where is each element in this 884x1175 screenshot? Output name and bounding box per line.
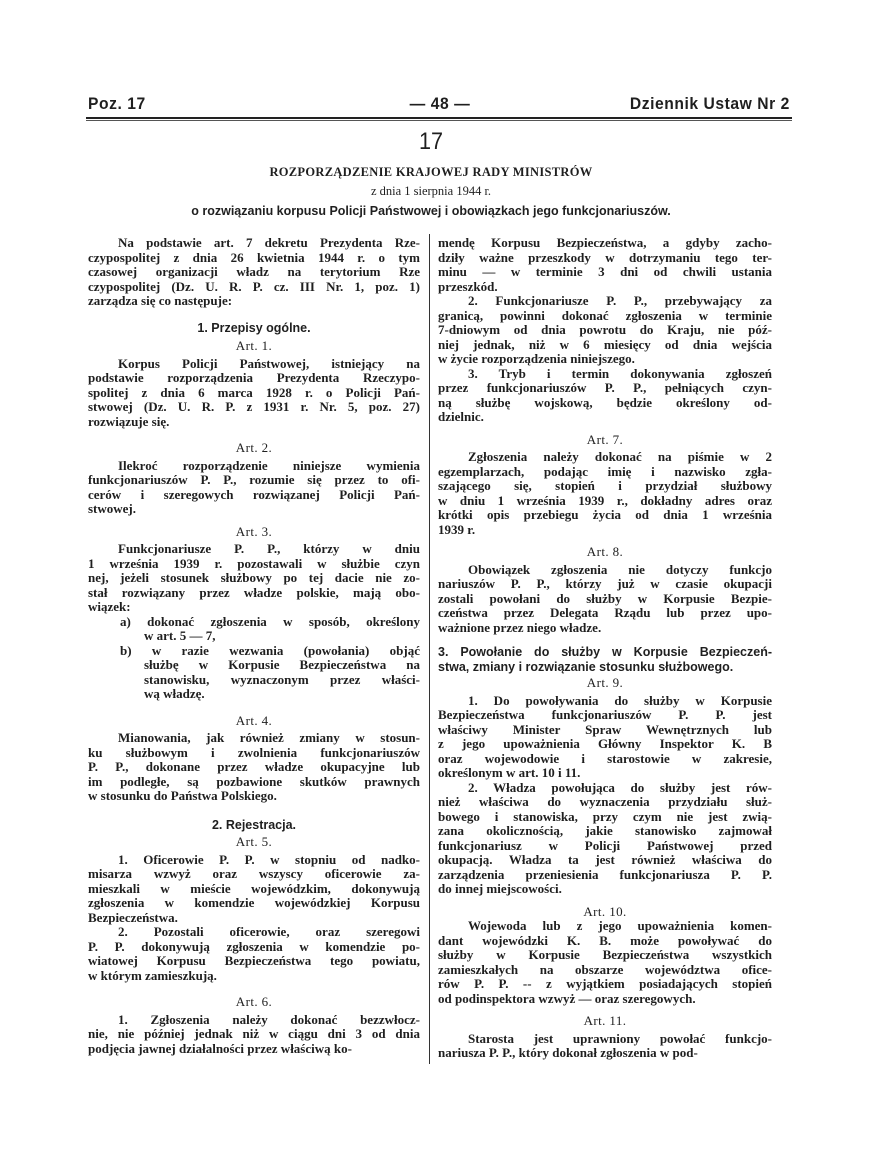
article-paragraph xyxy=(88,853,420,926)
document-number: 17 xyxy=(418,128,444,155)
preamble xyxy=(88,236,420,309)
text-line: wiatowej Korpusu Bezpieczeństwa tego powiatu, xyxy=(88,953,420,968)
section-heading: 2. Rejestracja. xyxy=(211,817,297,832)
text-line: stwowej (Dz. U. R. P. z 1931 r. Nr. 5, poz. 27) xyxy=(88,399,420,414)
text-line: zarządzenia przeniesienia funkcjonariusza P. P. xyxy=(438,866,772,882)
article-paragraph-continued xyxy=(438,236,772,294)
list-item xyxy=(88,644,420,702)
article-paragraph xyxy=(88,357,420,430)
text-line: 1. Zgłoszenia należy dokonać bezzwłocz- xyxy=(118,1011,420,1027)
text-line: w dniu 1 września 1939 r., dokładny adres oraz xyxy=(438,492,772,508)
text-line: Funkcjonariusze P. P., którzy w dniu xyxy=(118,541,420,556)
text-line: zostali powołani do służby w Korpusie Bezpie- xyxy=(438,590,772,606)
section-heading: 1. Przepisy ogólne. xyxy=(197,320,311,335)
text-line: wiązek: xyxy=(88,599,131,614)
article-heading: Art. 1. xyxy=(235,338,273,353)
text-line: zamieszkałych na obszarze województwa ofice- xyxy=(438,961,772,977)
page-position-label: Poz. 17 xyxy=(88,94,146,113)
section-heading xyxy=(438,645,772,674)
article-paragraph xyxy=(438,694,772,781)
text-line: Na podstawie art. 7 dekretu Prezydenta Rze- xyxy=(118,235,420,250)
text-line: Obowiązek zgłoszenia nie dotyczy funkcjo xyxy=(468,561,772,577)
text-line: do innej miejscowości. xyxy=(438,881,562,896)
journal-title: Dziennik Ustaw Nr 2 xyxy=(630,94,790,113)
text-line: 3. Tryb i termin dokonywania zgłoszeń xyxy=(468,365,772,381)
text-line: 1. Oficerowie P. P. w stopniu od nadko- xyxy=(118,851,420,867)
document-subject: o rozwiązaniu korpusu Policji Państwowej i obowiązkach jego funkcjonariuszów. xyxy=(191,204,671,218)
article-paragraph xyxy=(438,367,772,425)
text-line: misarza wzwyż oraz wszyscy oficerowie za- xyxy=(88,866,420,881)
article-heading: Art. 6. xyxy=(235,994,273,1009)
text-line: czeństwa przez Delegata Rządu lub przez upo- xyxy=(438,605,772,620)
text-line: w życie rozporządzenia niniejszego. xyxy=(438,351,635,366)
text-line: zana okolicznością, jakie stanowisko zajmował xyxy=(438,823,772,838)
article-heading: Art. 11. xyxy=(583,1013,627,1028)
text-line: mendę Korpusu Bezpieczeństwa, a gdyby zacho- xyxy=(438,235,772,250)
text-line: wą władzę. xyxy=(144,686,205,701)
text-line: w którym zamieszkują. xyxy=(88,967,217,983)
text-line: im podległe, są pozbawione skutków prawnych xyxy=(88,773,420,789)
text-line: dant wojewódzki K. B. może powoływać do xyxy=(438,932,772,948)
article-paragraph xyxy=(438,563,772,636)
text-line: mieszkali w mieście wojewódzkim, dokonywują xyxy=(88,880,420,896)
text-line: Bezpieczeństwa. xyxy=(88,909,178,925)
text-line: 2. Władza powołująca do służby jest rów- xyxy=(468,779,772,795)
text-line: P. P. dokonywują zgłoszenia w komendzie po- xyxy=(88,938,420,954)
text-line: funkcjonariusz w Policji Państwowej przed xyxy=(438,837,772,853)
text-line: czasowej organizacji władz na terytorium Rze xyxy=(88,264,420,279)
article-paragraph xyxy=(88,731,420,804)
text-line: nariuszów P. P., którzy już w czasie okupacji xyxy=(438,576,772,591)
text-line: od podinspektora wzwyż — oraz szeregowych. xyxy=(438,990,696,1006)
text-line: 3. Powołanie do służby w Korpusie Bezpieczeń- xyxy=(438,645,772,659)
text-line: 1939 r. xyxy=(438,521,476,537)
text-line: stanowisku, wyznaczonym przez właści- xyxy=(144,671,420,687)
text-line: 1. Do powoływania do służby w Korpusie xyxy=(468,692,772,708)
article-paragraph xyxy=(88,1013,420,1057)
article-paragraph xyxy=(438,781,772,897)
text-line: Zgłoszenia należy dokonać na piśmie w 2 xyxy=(468,449,772,464)
text-line: Wojewoda lub z jego upoważnienia komen- xyxy=(468,918,772,933)
text-line: spolitej z dnia 6 marca 1928 r. o Policji Pań- xyxy=(88,384,420,400)
text-line: podstawie rozporządzenia Prezydenta Rzeczypo- xyxy=(88,370,420,385)
text-line: podjęcia jawnej działalności przez właściwą ko- xyxy=(88,1040,352,1056)
header-rule xyxy=(86,117,792,119)
text-line: stwa, zmiany i rozwiązanie stosunku służbowego. xyxy=(438,659,734,674)
text-line: ważnione przez niego władze. xyxy=(438,619,602,635)
list-item xyxy=(88,615,420,644)
document-date: z dnia 1 sierpnia 1944 r. xyxy=(370,184,492,198)
article-heading: Art. 2. xyxy=(235,440,273,455)
text-line: a) dokonać zgłoszenia w sposób, określony xyxy=(120,613,420,629)
article-paragraph xyxy=(438,294,772,367)
text-line: 2. Funkcjonariusze P. P., przebywający za xyxy=(468,293,772,308)
text-line: 7-dniowym od dnia powrotu do Kraju, nie póź- xyxy=(438,322,772,337)
text-line: b) w razie wezwania (powołania) objąć xyxy=(120,642,420,658)
text-line: oraz wojewodowie i starostowie w zakresie, xyxy=(438,750,772,766)
text-line: Bezpieczeństwa funkcjonariuszów P. P. jest xyxy=(438,707,772,722)
text-line: dziły ważne przeszkody w dotrzymaniu tego ter- xyxy=(438,249,772,265)
article-heading: Art. 5. xyxy=(235,834,273,849)
text-line: z jego upoważnienia Główny Inspektor K. B xyxy=(438,736,772,751)
text-line: służbę w Korpusie Bezpieczeństwa na xyxy=(144,657,420,672)
text-line: szającego się, stopień i przydział służbowy xyxy=(438,478,772,493)
text-line: nariusza P. P., który dokonał zgłoszenia w pod- xyxy=(438,1045,698,1060)
left-column xyxy=(88,236,420,1056)
text-line: ną służbę wojskową, będzie określony od- xyxy=(438,394,772,410)
text-line: 1 września 1939 r. pozostawali w służbie czyn xyxy=(88,555,420,571)
page-number: — 48 — xyxy=(409,94,471,113)
text-line: nież właściwa do wyznaczenia przydziału służ- xyxy=(438,794,772,809)
text-line: stwowej. xyxy=(88,501,137,516)
text-line: Mianowania, jak również zmiany w stosun- xyxy=(118,730,420,745)
text-line: niej jednak, niż w 6 miesięcy od dnia wejścia xyxy=(438,336,772,352)
column-divider xyxy=(429,234,430,1064)
article-paragraph xyxy=(88,459,420,517)
article-paragraph xyxy=(438,450,772,537)
text-line: ku służbowym i zwolnienia funkcjonariuszów xyxy=(88,744,420,760)
text-line: zarządza się co następuje: xyxy=(88,293,233,308)
text-line: określonym w art. 10 i 11. xyxy=(438,765,581,780)
text-line: krótki opis przebiegu życia od dnia 1 września xyxy=(438,507,772,522)
text-line: stał rozwiązany przez władze polskie, mają obo- xyxy=(88,584,420,600)
article-heading: Art. 7. xyxy=(586,431,624,447)
text-line: P. P., dokonane przez władze okupacyjne lub xyxy=(88,759,420,774)
text-line: 2. Pozostali oficerowie, oraz szeregowi xyxy=(118,924,420,939)
header-rule-thin xyxy=(86,120,792,121)
text-line: zgłoszenia w komendzie wojewódzkiej Korpusu xyxy=(88,895,420,910)
text-line: Starosta jest uprawniony powołać funkcjo- xyxy=(468,1030,772,1046)
text-line: właściwy Minister Spraw Wewnętrznych lub xyxy=(438,721,772,737)
text-line: okupacją. Władza ta jest również właściwa do xyxy=(438,852,772,867)
article-heading: Art. 8. xyxy=(586,544,624,559)
text-line: nie, nie później jednak niż w ciągu dni 3 od dnia xyxy=(88,1026,420,1041)
text-line: nej, jeżeli stosunek służbowy po tej dacie nie zo- xyxy=(88,570,420,585)
text-line: przez funkcjonariuszów P. P., pełniących czyn- xyxy=(438,380,772,395)
text-line: w art. 5 — 7, xyxy=(144,628,216,643)
article-paragraph xyxy=(438,919,772,1006)
text-line: minu — w terminie 3 dni od chwili ustania xyxy=(438,264,772,279)
text-line: bowego i stanowiska, przy czym nie jest zwią- xyxy=(438,808,772,824)
text-line: funkcjonariuszów P. P., rozumie się przez to ofi- xyxy=(88,472,420,487)
article-paragraph xyxy=(88,925,420,983)
document-title: ROZPORZĄDZENIE KRAJOWEJ RADY MINISTRÓW xyxy=(269,165,593,179)
text-line: czypospolitej z dnia 26 kwietnia 1944 r. o tym xyxy=(88,249,420,265)
article-heading: Art. 10. xyxy=(583,903,627,919)
text-line: przeszkód. xyxy=(438,278,498,294)
text-line: służby w Korpusie Bezpieczeństwa wszystkich xyxy=(438,947,772,962)
text-line: Korpus Policji Państwowej, istniejący na xyxy=(118,355,420,371)
article-heading: Art. 4. xyxy=(235,712,273,728)
article-paragraph xyxy=(88,542,420,615)
text-line: rów P. P. -- z wyjątkiem posiadających stopień xyxy=(438,976,772,991)
text-line: w stosunku do Państwa Polskiego. xyxy=(88,788,277,803)
text-line: dzielnic. xyxy=(438,409,484,424)
article-heading: Art. 3. xyxy=(235,523,273,539)
right-column xyxy=(438,236,772,1061)
text-line: egzemplarzach, podając imię i nazwisko zgła- xyxy=(438,463,772,479)
text-line: granicą, powinni dokonać zgłoszenia w terminie xyxy=(438,307,772,323)
article-heading: Art. 9. xyxy=(586,675,624,690)
text-line: rozwiązuje się. xyxy=(88,413,170,429)
text-line: cerów i szeregowych rozwiązanej Policji Pań- xyxy=(88,486,420,502)
text-line: czypospolitej (Dz. U. R. P. cz. III Nr. 1, poz. 1) xyxy=(88,278,420,294)
article-paragraph xyxy=(438,1032,772,1061)
text-line: Ilekroć rozporządzenie niniejsze wymienia xyxy=(118,457,420,473)
